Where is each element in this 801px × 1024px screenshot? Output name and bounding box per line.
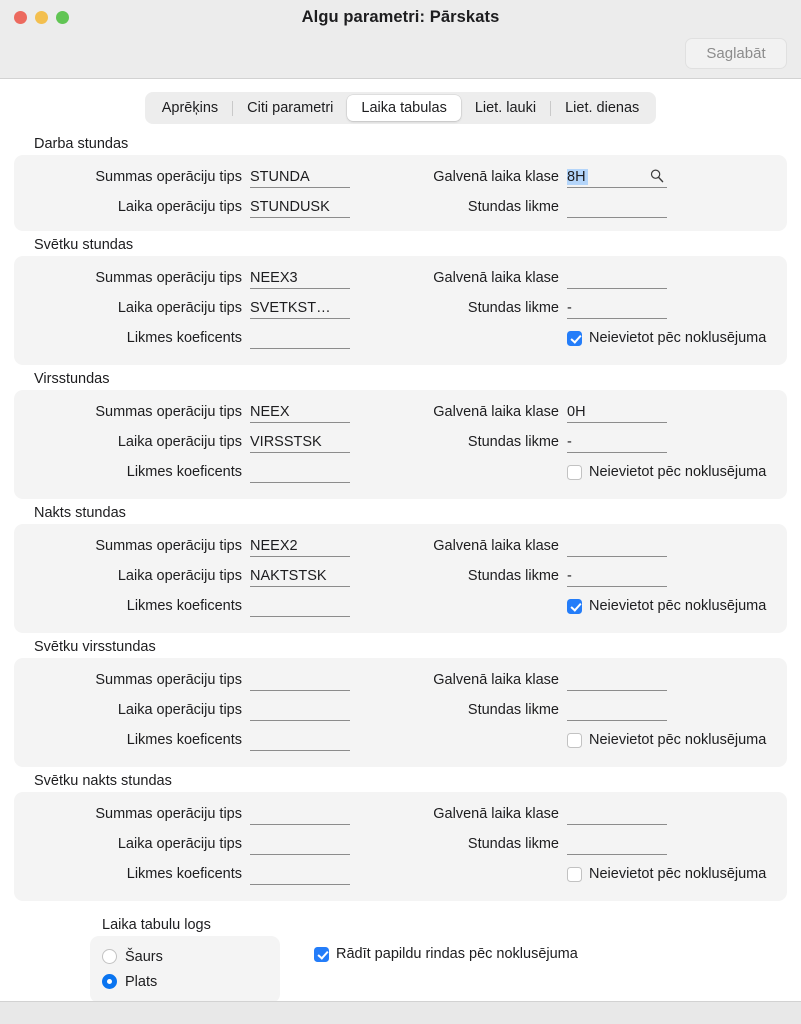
section-1-no-default-checkbox[interactable] — [567, 331, 582, 346]
section-0-hourly-rate-label: Stundas likme — [467, 199, 559, 215]
section-4 — [14, 633, 787, 767]
title-bar — [0, 0, 801, 79]
section-2-time-op-label: Laika operāciju tips — [117, 434, 242, 450]
tab-liet-dienas[interactable]: Liet. dienas — [565, 100, 640, 116]
section-1-time-class-input[interactable] — [567, 268, 667, 289]
section-2-sum-op-input-value: NEEX — [250, 403, 290, 420]
radio-label-1: Plats — [125, 973, 158, 990]
section-3-sum-op-label: Summas operāciju tips — [95, 538, 242, 554]
section-3-no-default-label: Neievietot pēc noklusējuma — [589, 598, 767, 614]
section-1-hourly-rate-input-value: - — [567, 299, 572, 316]
section-5-coefficient-label: Likmes koeficents — [126, 866, 242, 882]
section-3-hourly-rate-input[interactable] — [567, 566, 667, 587]
section-4-row-1 — [14, 665, 787, 695]
section-2-hourly-rate-input[interactable] — [567, 432, 667, 453]
section-4-no-default-checkbox[interactable] — [567, 733, 582, 748]
section-5-no-default-checkbox[interactable] — [567, 867, 582, 882]
section-4-coefficient-label: Likmes koeficents — [126, 732, 242, 748]
section-4-row-2 — [14, 695, 787, 725]
radio-option-aurs[interactable] — [90, 944, 280, 969]
section-5-row-1 — [14, 799, 787, 829]
section-1-hourly-rate-label: Stundas likme — [467, 300, 559, 316]
section-4-hourly-rate-label: Stundas likme — [467, 702, 559, 718]
settings-content — [0, 130, 801, 1024]
section-1-panel — [14, 256, 787, 365]
section-0-row-1 — [14, 162, 787, 192]
section-2-time-op-input-value: VIRSSTSK — [250, 433, 322, 450]
section-2-row-3 — [14, 457, 787, 487]
section-4-time-op-input[interactable] — [250, 700, 350, 721]
section-3 — [14, 499, 787, 633]
section-2-time-class-input-value: 0H — [567, 403, 586, 420]
section-5-panel — [14, 792, 787, 901]
section-1-no-default-checkbox-row[interactable] — [409, 323, 766, 353]
section-0 — [14, 130, 787, 231]
section-3-time-op-label: Laika operāciju tips — [117, 568, 242, 584]
section-1 — [14, 231, 787, 365]
tab-bar — [0, 79, 801, 130]
time-table-window-group — [90, 917, 280, 1003]
section-3-title: Nakts stundas — [34, 505, 126, 521]
section-2-coefficient-label: Likmes koeficents — [126, 464, 242, 480]
section-4-time-op-label: Laika operāciju tips — [117, 702, 242, 718]
section-1-row-3 — [14, 323, 787, 353]
section-0-sum-op-label: Summas operāciju tips — [95, 169, 242, 185]
section-4-sum-op-input[interactable] — [250, 670, 350, 691]
section-4-time-class-input[interactable] — [567, 670, 667, 691]
time-table-window-panel — [90, 936, 280, 1003]
section-1-sum-op-input-value: NEEX3 — [250, 269, 298, 286]
section-2-no-default-label: Neievietot pēc noklusējuma — [589, 464, 767, 480]
section-2-time-class-input[interactable] — [567, 402, 667, 423]
section-5-hourly-rate-input[interactable] — [567, 834, 667, 855]
section-2-panel — [14, 390, 787, 499]
section-1-coefficient-input[interactable] — [250, 328, 350, 349]
tab-laika-tabulas[interactable]: Laika tabulas — [347, 95, 460, 121]
section-1-title: Svētku stundas — [34, 237, 134, 253]
section-0-row-2 — [14, 192, 787, 222]
section-0-time-op-label: Laika operāciju tips — [117, 199, 242, 215]
section-5-time-class-label: Galvenā laika klase — [433, 806, 559, 822]
section-3-row-2 — [14, 561, 787, 591]
section-1-time-op-label: Laika operāciju tips — [117, 300, 242, 316]
section-3-sum-op-input[interactable] — [250, 536, 350, 557]
section-5-time-class-input[interactable] — [567, 804, 667, 825]
section-3-coefficient-label: Likmes koeficents — [126, 598, 242, 614]
section-3-row-1 — [14, 531, 787, 561]
section-1-time-class-label: Galvenā laika klase — [433, 270, 559, 286]
section-1-sum-op-input[interactable] — [250, 268, 350, 289]
section-3-hourly-rate-input-value: - — [567, 567, 572, 584]
section-3-time-op-input[interactable] — [250, 566, 350, 587]
section-5-row-3 — [14, 859, 787, 889]
section-4-time-class-label: Galvenā laika klase — [433, 672, 559, 688]
section-0-sum-op-input-value: STUNDA — [250, 168, 310, 185]
section-2-hourly-rate-input-value: - — [567, 433, 572, 450]
section-0-time-op-input-value: STUNDUSK — [250, 198, 330, 215]
section-3-time-class-label: Galvenā laika klase — [433, 538, 559, 554]
section-4-title: Svētku virsstundas — [34, 639, 156, 655]
section-2-time-class-label: Galvenā laika klase — [433, 404, 559, 420]
show-extra-rows-row[interactable] — [314, 946, 578, 962]
section-2-sum-op-input[interactable] — [250, 402, 350, 423]
tab-citi-parametri[interactable]: Citi parametri — [247, 100, 334, 116]
section-2-row-1 — [14, 397, 787, 427]
section-5-row-2 — [14, 829, 787, 859]
section-0-panel — [14, 155, 787, 231]
section-4-coefficient-input[interactable] — [250, 730, 350, 751]
section-2-hourly-rate-label: Stundas likme — [467, 434, 559, 450]
tab-apr-ins[interactable]: Aprēķins — [161, 100, 219, 116]
section-1-row-1 — [14, 263, 787, 293]
section-0-title: Darba stundas — [34, 136, 129, 152]
section-5-time-op-label: Laika operāciju tips — [117, 836, 242, 852]
section-5-no-default-checkbox-row[interactable] — [409, 859, 766, 889]
section-2 — [14, 365, 787, 499]
section-0-sum-op-input[interactable] — [250, 167, 350, 188]
section-2-coefficient-input[interactable] — [250, 462, 350, 483]
section-3-row-3 — [14, 591, 787, 621]
search-icon[interactable] — [649, 168, 665, 184]
section-3-no-default-checkbox[interactable] — [567, 599, 582, 614]
section-5-hourly-rate-label: Stundas likme — [467, 836, 559, 852]
section-1-coefficient-label: Likmes koeficents — [126, 330, 242, 346]
section-5-title: Svētku nakts stundas — [34, 773, 172, 789]
section-4-no-default-label: Neievietot pēc noklusējuma — [589, 732, 767, 748]
status-bar — [0, 1001, 801, 1024]
section-3-hourly-rate-label: Stundas likme — [467, 568, 559, 584]
section-0-time-op-input[interactable] — [250, 197, 350, 218]
section-2-row-2 — [14, 427, 787, 457]
section-1-no-default-label: Neievietot pēc noklusējuma — [589, 330, 767, 346]
section-4-hourly-rate-input[interactable] — [567, 700, 667, 721]
section-1-row-2 — [14, 293, 787, 323]
section-3-panel — [14, 524, 787, 633]
radio-label-0: Šaurs — [125, 948, 163, 965]
section-1-sum-op-label: Summas operāciju tips — [95, 270, 242, 286]
window-title: Algu parametri: Pārskats — [301, 8, 500, 26]
time-table-window-title: Laika tabulu logs — [102, 917, 211, 933]
section-4-panel — [14, 658, 787, 767]
section-2-no-default-checkbox-row[interactable] — [409, 457, 766, 487]
section-2-no-default-checkbox[interactable] — [567, 465, 582, 480]
section-3-coefficient-input[interactable] — [250, 596, 350, 617]
radio-indicator-0[interactable] — [102, 949, 117, 964]
section-5-no-default-label: Neievietot pēc noklusējuma — [589, 866, 767, 882]
section-5-sum-op-label: Summas operāciju tips — [95, 806, 242, 822]
section-5-sum-op-input[interactable] — [250, 804, 350, 825]
section-0-time-class-input[interactable] — [567, 167, 667, 188]
section-0-time-class-input-value: 8H — [567, 168, 586, 185]
section-5 — [14, 767, 787, 901]
radio-indicator-1[interactable] — [102, 974, 117, 989]
section-4-row-3 — [14, 725, 787, 755]
section-3-sum-op-input-value: NEEX2 — [250, 537, 298, 554]
section-3-time-class-input[interactable] — [567, 536, 667, 557]
save-button[interactable]: Saglabāt — [685, 38, 787, 69]
section-0-hourly-rate-input[interactable] — [567, 197, 667, 218]
tab-liet-lauki[interactable]: Liet. lauki — [474, 100, 537, 116]
section-3-time-op-input-value: NAKTSTSK — [250, 567, 327, 584]
section-1-hourly-rate-input[interactable] — [567, 298, 667, 319]
section-1-time-op-input-value: SVETKST… — [250, 299, 331, 316]
section-5-time-op-input[interactable] — [250, 834, 350, 855]
section-5-coefficient-input[interactable] — [250, 864, 350, 885]
radio-option-plats[interactable] — [90, 969, 280, 994]
section-0-time-class-label: Galvenā laika klase — [433, 169, 559, 185]
section-2-time-op-input[interactable] — [250, 432, 350, 453]
section-2-sum-op-label: Summas operāciju tips — [95, 404, 242, 420]
section-4-sum-op-label: Summas operāciju tips — [95, 672, 242, 688]
show-extra-rows-checkbox[interactable] — [314, 947, 329, 962]
segmented-control — [145, 92, 657, 124]
bottom-options — [0, 901, 801, 1003]
section-2-title: Virsstundas — [34, 371, 110, 387]
section-3-no-default-checkbox-row[interactable] — [409, 591, 766, 621]
show-extra-rows-label: Rādīt papildu rindas pēc noklusējuma — [336, 946, 578, 962]
section-1-time-op-input[interactable] — [250, 298, 350, 319]
section-4-no-default-checkbox-row[interactable] — [409, 725, 766, 755]
